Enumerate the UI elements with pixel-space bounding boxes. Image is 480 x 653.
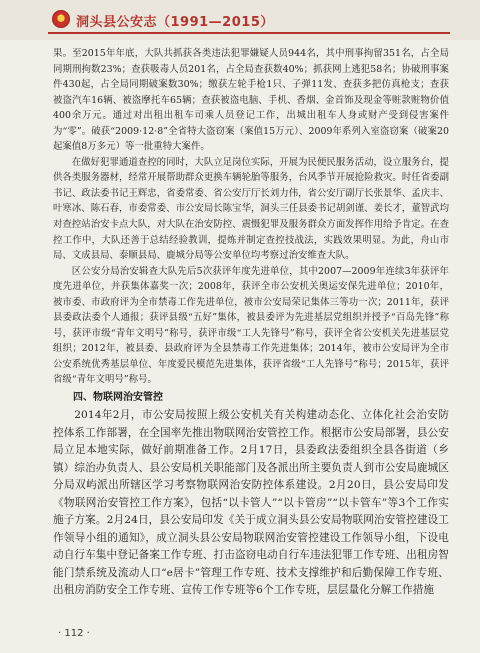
header-rule — [48, 32, 450, 34]
section-heading: 四、物联网治安管控 — [73, 392, 163, 404]
page-body — [53, 46, 449, 600]
police-emblem-icon — [52, 10, 70, 28]
page-number: · 112 · — [58, 628, 90, 639]
paragraph-iot-control: 2014年2月，市公安局按照上级公安机关有关构建动态化、立体化社会治安防控体系工作部署，在全国率先推出物联网治安管控工作。根据市公安局部署，县公安局立足本地实际，做好前期准备工作。2月17日，县委政法委组织全县各街道（乡镇）综治办负责人、县公安局机关职能部门及各派出所主要负责人到市公安局鹿城区分局双屿派出所辖区学习考察物联网治安防控体系建设。2月20日，县公安局印发《物联网治安管控工作方案》，包括“以卡管人”“以卡管房”“以卡管车”等3个工作实施子方案。2月24日，县公安局印发《关于成立洞头县公安局物联网治安管控建设工作领导小组的通知》，成立洞头县公安局物联网治安管控建设工作领导小组，下设电动自行车集中登记备案工作专班、打击盗窃电动自行车违法犯罪工作专班、出租房智能门禁系统及流动人口“e居卡”管理工作专班、技术支撑维护和后勤保障工作专班、出租房消防安全工作专班、宣传工作专班等6个工作专班，层层量化分解工作措施 — [53, 409, 449, 597]
paragraph-results: 果。至2015年年底，大队共抓获各类违法犯罪嫌疑人员944名，其中刑事拘留351名，占全局同期刑拘数23%；查获吸毒人员201名，占全局查获数40%；抓获网上逃犯58名；协破刑事案件430起，占全局同期破案数30%；缴获左轮手枪1只、子弹11发、查获多把仿真枪支；查获被盗汽车16辆、被盗摩托车65辆；查获被盗电脑、手机、香烟、金首饰及现金等赃款赃物价值400余万元。通过对出租出租车司乘人员登记工作，出城出租车人身或财产受到侵害案件为“零”。破获“2009·12·8”全省特大盗窃案（案值15万元）、2009年系列入室盗窃案（破案20起案值8万多元）等一批重特大案件。 — [53, 48, 449, 153]
page-header — [0, 0, 480, 40]
paragraph-service: 在做好犯罪通道查控的同时，大队立足岗位实际，开展为民便民服务活动，设立服务台，提供各类服务器材，经常开展帮助群众更换车辆轮胎等服务，台风季节开展抢险救灾。时任省委副书记、政法委书记王辉忠，省委常委、省公安厅厅长刘力伟，省公安厅副厅长张景华、孟庆丰、叶寒冰、陈石春，市委常委、市公安局长陈宝华，洞头三任县委书记胡剑谨、姜长才，董智武均对查控站治安卡点大队，对大队在治安防控、震慑犯罪及服务群众方面发挥作用给予肯定。在查控工作中，大队还善于总结经验教训，提炼并制定查控技战法，实践效果明显。为此，舟山市局、文成县局、泰顺县局、鹿城分局等公安单位均考察过治安维查大队。 — [53, 156, 449, 262]
paragraph-honors: 区公安分局治安辑查大队先后5次获评年度先进单位，其中2007—2009年连续3年获评年度先进单位，并获集体嘉奖一次；2008年，获评全市公安机关奥运安保先进单位；2010年，被市委、市政府评为全市禁毒工作先进单位，被市公安局荣记集体三等功一次；2011年，获评县委政法委个人通报；获评县级“五好”集体，被县委评为先进基层党组织并授予“百岛先锋”称号，获评市级“青年文明号”称号，获评市级“工人先锋号”称号，获评全省公安机关先进基层党组织；2012年，被县委、县政府评为全县禁毒工作先进集体；2014年，被市公安局评为全市公安系统优秀基层单位、年度爱民模范先进集体，获评省级“工人先锋号”称号；2015年，获评省级“青年文明号”称号。 — [53, 265, 449, 386]
book-title: 洞头县公安志（1991—2015） — [76, 15, 274, 30]
